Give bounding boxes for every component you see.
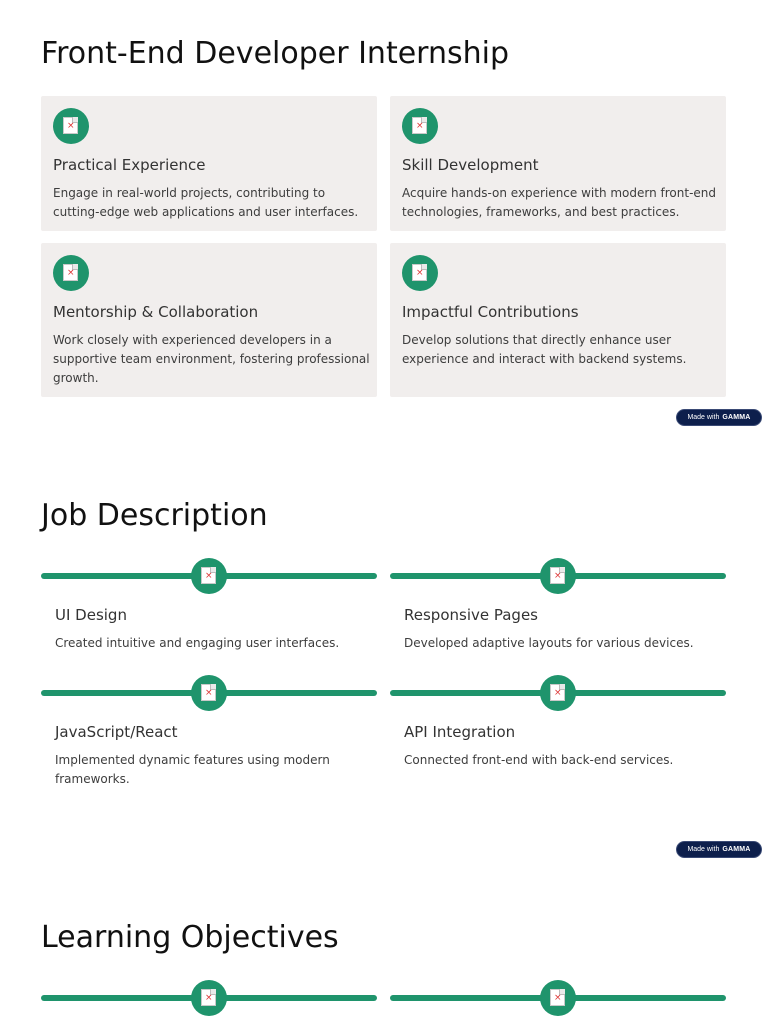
card-icon-circle xyxy=(402,255,438,291)
card-title: Practical Experience xyxy=(53,156,206,174)
page-title: Front-End Developer Internship xyxy=(41,36,510,71)
timeline-item xyxy=(390,979,726,1024)
timeline-title: UI Design xyxy=(55,606,127,624)
card-title: Skill Development xyxy=(402,156,539,174)
timeline-title: JavaScript/React xyxy=(55,723,178,741)
timeline-icon-circle xyxy=(540,980,576,1016)
card-icon-circle xyxy=(53,108,89,144)
card-text: Acquire hands-on experience with modern front-end technologies, frameworks, and best practices. xyxy=(402,186,717,219)
card-practical-experience xyxy=(41,96,377,231)
timeline-icon-circle xyxy=(540,558,576,594)
badge-prefix: Made with xyxy=(687,846,720,853)
card-text: Engage in real-world projects, contributing to cutting-edge web applications and user interfaces. xyxy=(53,186,359,219)
timeline-icon-circle xyxy=(191,558,227,594)
gamma-logo: GAMMA xyxy=(722,414,751,421)
broken-image-icon xyxy=(550,567,565,584)
card-mentorship-collaboration xyxy=(41,243,377,397)
broken-image-icon xyxy=(412,117,427,134)
timeline-text: Developed adaptive layouts for various devices. xyxy=(404,636,694,650)
made-with-gamma-badge[interactable] xyxy=(676,841,762,858)
card-icon-circle xyxy=(53,255,89,291)
timeline-title: Responsive Pages xyxy=(404,606,538,624)
card-icon-circle xyxy=(402,108,438,144)
broken-image-icon xyxy=(412,264,427,281)
gamma-logo: GAMMA xyxy=(722,846,751,853)
timeline-title: API Integration xyxy=(404,723,516,741)
timeline-icon-circle xyxy=(540,675,576,711)
broken-image-icon xyxy=(63,264,78,281)
broken-image-icon xyxy=(63,117,78,134)
section-title-job-description: Job Description xyxy=(41,498,268,533)
broken-image-icon xyxy=(550,989,565,1006)
section-title-learning-objectives: Learning Objectives xyxy=(41,920,339,955)
card-text: Develop solutions that directly enhance user experience and interact with backend systems. xyxy=(402,333,687,366)
card-text: Work closely with experienced developers in a supportive team environment, fostering professional growth. xyxy=(53,333,370,385)
timeline-icon-circle xyxy=(191,980,227,1016)
broken-image-icon xyxy=(201,567,216,584)
timeline-icon-circle xyxy=(191,675,227,711)
card-title: Impactful Contributions xyxy=(402,303,579,321)
made-with-gamma-badge[interactable] xyxy=(676,409,762,426)
card-impactful-contributions xyxy=(390,243,726,397)
timeline-text: Implemented dynamic features using modern frameworks. xyxy=(55,753,330,786)
badge-prefix: Made with xyxy=(687,414,720,421)
timeline-text: Connected front-end with back-end services. xyxy=(404,753,674,767)
broken-image-icon xyxy=(201,684,216,701)
card-title: Mentorship & Collaboration xyxy=(53,303,259,321)
timeline-text: Created intuitive and engaging user interfaces. xyxy=(55,636,340,650)
timeline-item xyxy=(41,979,377,1024)
card-skill-development xyxy=(390,96,726,231)
broken-image-icon xyxy=(550,684,565,701)
broken-image-icon xyxy=(201,989,216,1006)
